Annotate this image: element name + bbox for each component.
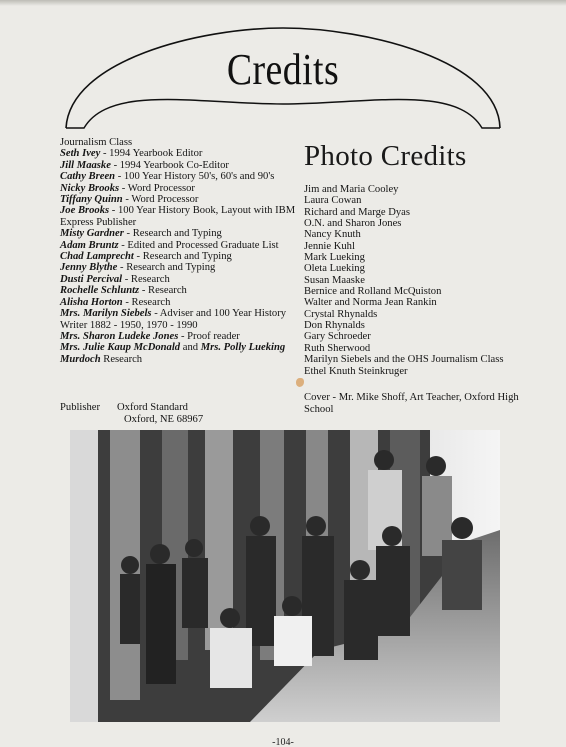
staff-entry [60,205,296,228]
staff-name: Nicky Brooks [60,182,120,194]
photo-credit-name: O.N. and Sharon Jones [304,218,402,230]
staff-role: - Edited and Processed Graduate List [118,239,279,251]
photo-credit-name: Crystal Rhynalds [304,308,378,320]
staff-list [60,148,296,342]
staff-entry [60,228,296,239]
photo-credit-name: Oleta Lueking [304,263,365,275]
staff-role: Research [100,353,143,365]
staff-name: Seth Ivey [60,148,101,160]
publisher-block [60,402,296,426]
group-photo-illustration [70,430,500,722]
staff-entry [60,285,296,296]
staff-name: Misty Gardner [60,228,124,240]
group-photo [70,430,500,722]
photo-credit-name: Mark Lueking [304,252,365,264]
staff-role: - 1994 Yearbook Co-Editor [110,159,229,171]
staff-entry [60,183,296,194]
staff-role: - Adviser and 100 Year History Writer 1882 - 1950, 1970 - 1990 [60,308,287,331]
staff-entry [60,308,296,331]
staff-name: Joe Brooks [60,205,110,217]
photo-credit-name: Don Rhynalds [304,320,365,332]
staff-entry [60,148,296,159]
staff-name: Mrs. Polly Lueking Murdoch [60,342,286,365]
photo-credit-name: Jennie Kuhl [304,240,355,252]
photo-credit-name: Walter and Norma Jean Rankin [304,297,437,309]
cover-credit: Cover - Mr. Mike Shoff, Art Teacher, Oxford High School [304,392,519,415]
staff-name: Mrs. Marilyn Siebels [60,308,152,320]
staff-entry [60,342,296,365]
staff-name: Alisha Horton [60,296,123,308]
staff-name: Jenny Blythe [60,262,118,274]
staff-entry [60,251,296,262]
page-number: -104- [272,737,294,747]
staff-name: Mrs. Julie Kaup McDonald [60,342,181,354]
photo-credit-name: Gary Schroeder [304,331,371,343]
photo-credit-name: Richard and Marge Dyas [304,206,411,218]
photo-credit-name: Bernice and Rolland McQuiston [304,286,442,298]
staff-name: Adam Bruntz [60,239,119,251]
staff-role: - Word Processor [119,182,195,194]
paper-stain [296,378,304,387]
photo-credit-name: Ruth Sherwood [304,342,371,354]
staff-entry [60,274,296,285]
staff-role: - Research and Typing [117,262,216,274]
photo-credit-name: Marilyn Siebels and the OHS Journalism Class [304,354,504,366]
photo-credits-list [304,184,528,377]
photo-credit-name: Nancy Knuth [304,229,361,241]
staff-name: Tiffany Quinn [60,194,123,206]
photo-credit-name: Susan Maaske [304,274,365,286]
photo-credit-name: Jim and Maria Cooley [304,184,399,195]
staff-name: Rochelle Schluntz [60,285,140,297]
photo-credits-title: Photo Credits [304,140,467,172]
staff-credits [60,137,296,365]
photo-credit-name: Laura Cowan [304,195,362,207]
page-title: Credits [226,45,340,94]
staff-role: - Research [139,285,187,297]
staff-name: Chad Lamprecht [60,251,134,263]
staff-role: - 1994 Yearbook Editor [100,148,203,160]
staff-name: Mrs. Sharon Ludeke Jones [60,330,179,342]
staff-entry [60,240,296,251]
staff-entry [60,331,296,342]
staff-name: Jill Maaske [60,159,111,171]
staff-role: - Research [122,296,171,308]
staff-heading: Journalism Class [60,137,133,148]
staff-role: - Research [122,273,170,285]
staff-role: - 100 Year History Book, Layout with IBM Express Publisher [60,205,296,228]
staff-role: - Research and Typing [123,228,222,240]
publisher-label: Publisher [60,402,101,413]
staff-entry [60,171,296,182]
staff-joiner: and [180,342,201,354]
staff-role: - Word Processor [122,194,199,206]
staff-entry [60,194,296,205]
staff-name: Dusti Percival [60,273,123,285]
staff-name: Cathy Breen [60,171,116,183]
staff-entry [60,160,296,171]
publisher-name: Oxford Standard [117,402,188,413]
staff-entry [60,297,296,308]
photo-credit-name: Ethel Knuth Steinkruger [304,365,408,377]
staff-role: - 100 Year History 50's, 60's and 90's [115,171,275,183]
staff-role: - Proof reader [178,330,240,342]
staff-entry [60,262,296,273]
publisher-address: Oxford, NE 68967 [124,414,204,425]
staff-role: - Research and Typing [133,251,232,263]
